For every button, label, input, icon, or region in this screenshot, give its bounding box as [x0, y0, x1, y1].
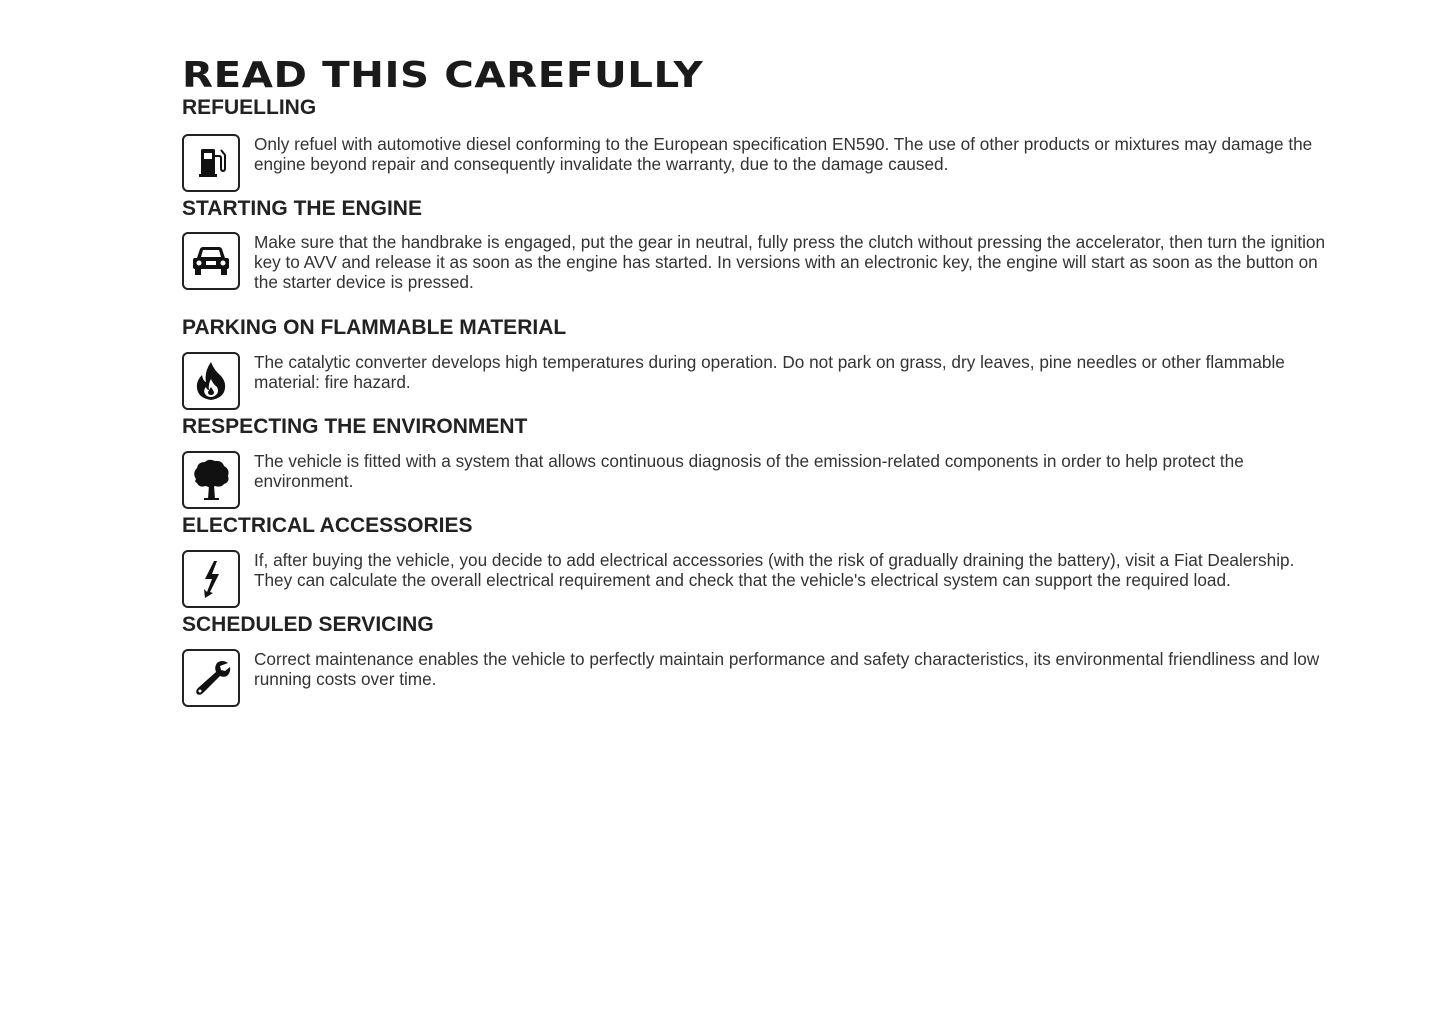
section-text: Correct maintenance enables the vehicle to perfectly maintain performance and safety characteristics, its environmental friendliness and low running costs over time. [254, 649, 1320, 689]
section-heading: ELECTRICAL ACCESSORIES [182, 514, 473, 537]
wrench-icon [182, 649, 240, 707]
section-heading: RESPECTING THE ENVIRONMENT [182, 415, 528, 438]
section-heading: STARTING THE ENGINE [182, 197, 422, 220]
section-respecting-the-environment [182, 415, 1332, 491]
section-starting-the-engine [182, 197, 1332, 292]
section-text: Only refuel with automotive diesel conforming to the European specification EN590. The use of other products or mixtures may damage the engine beyond repair and consequently invalidate the warranty, due to the damage caused. [254, 134, 1313, 174]
tree-icon [182, 451, 240, 509]
car-front-icon [182, 232, 240, 290]
manual-page [182, 55, 1332, 689]
section-heading: SCHEDULED SERVICING [182, 613, 434, 636]
section-heading: PARKING ON FLAMMABLE MATERIAL [182, 316, 567, 339]
flame-icon [182, 352, 240, 410]
section-electrical-accessories [182, 514, 1332, 590]
section-refuelling [182, 96, 1332, 174]
section-scheduled-servicing [182, 613, 1332, 689]
section-heading: REFUELLING [182, 96, 317, 119]
section-text: The vehicle is fitted with a system that allows continuous diagnosis of the emission-related components in order to help protect the environment. [254, 451, 1244, 491]
fuel-pump-icon [182, 134, 240, 192]
section-text: Make sure that the handbrake is engaged, put the gear in neutral, fully press the clutch without pressing the accelerator, then turn the ignition key to AVV and release it as soon as the engine has started. In versions with an electronic key, the engine will start as soon as the button on the starter device is pressed. [254, 232, 1326, 292]
section-text: If, after buying the vehicle, you decide to add electrical accessories (with the risk of gradually draining the battery), visit a Fiat Dealership. They can calculate the overall electrical requirement and check that the vehicle's electrical system can support the required load. [254, 550, 1295, 590]
lightning-bolt-icon [182, 550, 240, 608]
section-parking-on-flammable-material [182, 316, 1332, 392]
section-text: The catalytic converter develops high temperatures during operation. Do not park on grass, dry leaves, pine needles or other flammable material: fire hazard. [254, 352, 1285, 392]
page-title: READ THIS CAREFULLY [182, 55, 704, 96]
